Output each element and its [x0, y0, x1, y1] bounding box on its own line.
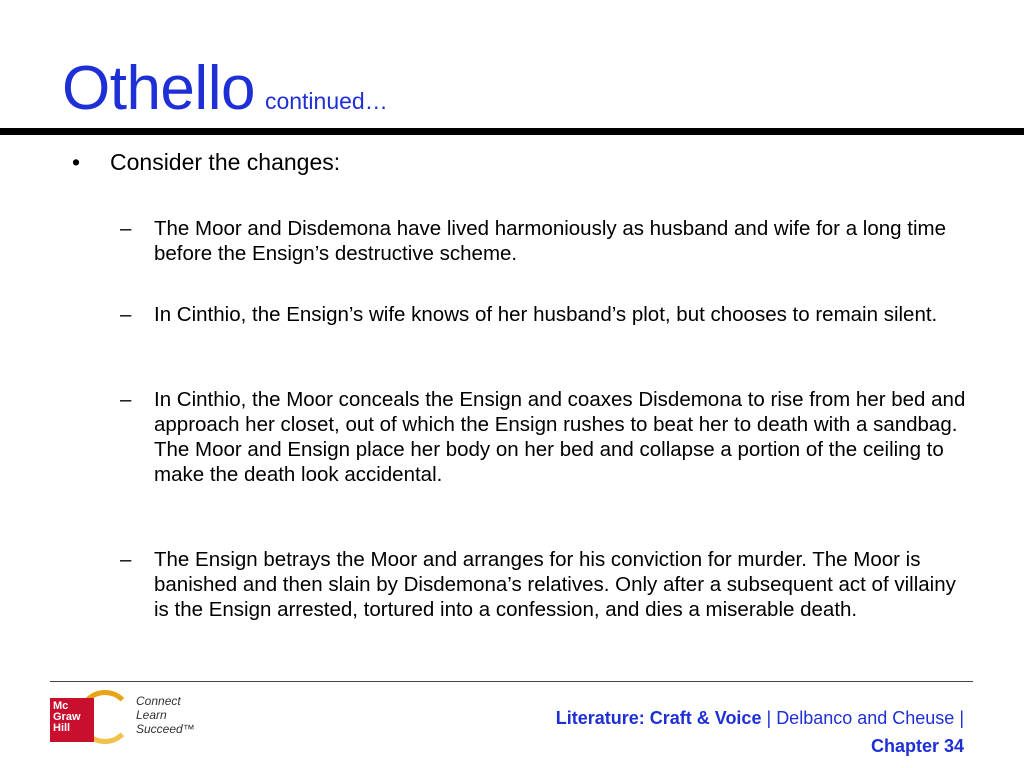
- book-title: Literature: Craft & Voice: [555, 708, 762, 728]
- bullet-text: Consider the changes:: [110, 149, 341, 175]
- bullet-marker: •: [72, 149, 81, 175]
- book-authors: Delbanco and Cheuse |: [776, 708, 964, 728]
- footer-book-info: [556, 708, 964, 729]
- sub-item-text: In Cinthio, the Moor conceals the Ensign and coaxes Disdemona to rise from her bed and approach her closet, out of which the Ensign rushes to beat her to death with a sandbag. The Moor and Ensign place her body on her bed and collapse a portion of the ceiling to make the death look accidental.: [154, 388, 966, 486]
- title-main: Othello: [62, 54, 255, 123]
- footer-separator: |: [766, 708, 772, 728]
- dash-marker: –: [120, 303, 132, 326]
- dash-marker: –: [120, 217, 132, 240]
- dash-marker: –: [120, 548, 132, 571]
- dash-marker: –: [120, 388, 132, 411]
- title-divider: [0, 128, 1024, 135]
- logo-badge: Mc Graw Hill: [50, 698, 94, 742]
- sub-item-text: The Ensign betrays the Moor and arranges for his conviction for murder. The Moor is banished and then slain by Disdemona’s relatives. Only after a subsequent act of villainy is the Ensign arrested, tortured into a confession, and dies a miserable death.: [154, 548, 956, 621]
- sub-item-text: In Cinthio, the Ensign’s wife knows of her husband’s plot, but chooses to remain silent.: [154, 303, 938, 326]
- mcgraw-hill-logo: [50, 688, 230, 752]
- tagline-learn: Learn: [136, 708, 167, 722]
- footer-divider: [50, 681, 973, 682]
- title-subtitle: continued…: [264, 88, 388, 114]
- tagline-connect: Connect: [136, 694, 181, 708]
- slide-title: [62, 54, 388, 123]
- logo-tagline: [136, 694, 195, 736]
- sub-item-text: The Moor and Disdemona have lived harmoniously as husband and wife for a long time before the Ensign’s destructive scheme.: [154, 217, 946, 265]
- tagline-succeed: Succeed™: [136, 722, 195, 736]
- chapter-label: Chapter 34: [870, 736, 964, 756]
